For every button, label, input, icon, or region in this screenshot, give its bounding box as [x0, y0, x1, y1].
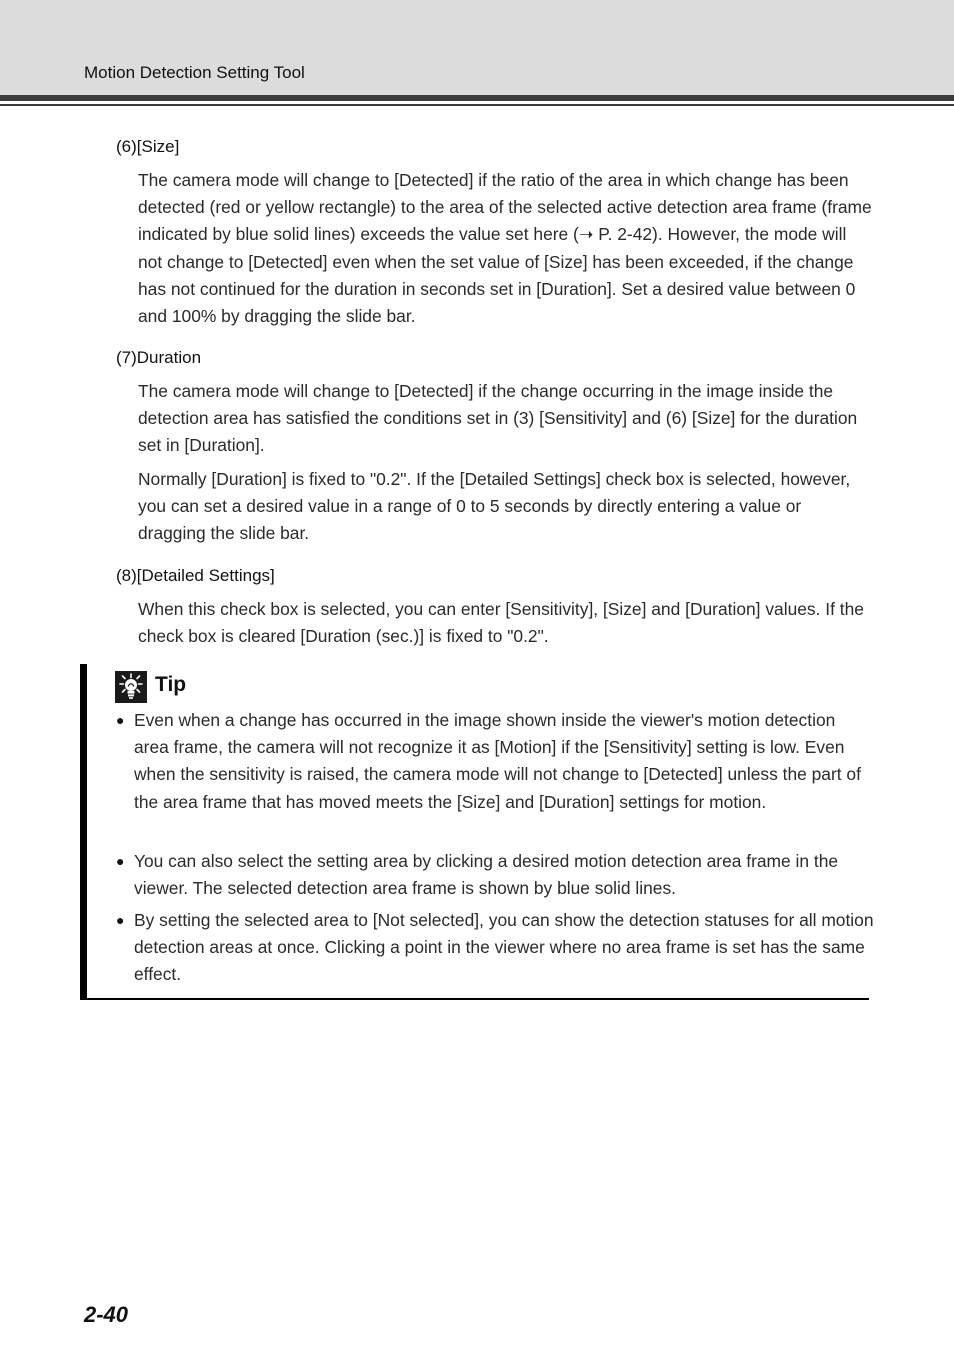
section-duration-paragraph-1: The camera mode will change to [Detected] if the change occurring in the image inside the detection area has satisfied the conditions set in (3) [Sensitivity] and (6) [Size] for the duration set in [Duration]. [138, 381, 858, 456]
tip-bullet-3: ● [116, 912, 125, 928]
section-heading-duration: (7)Duration [116, 348, 202, 367]
tip-title: Tip [155, 673, 187, 696]
section-detailed-settings-paragraph: When this check box is selected, you can enter [Sensitivity], [Size] and [Duration] values. If the check box is cleared [Duration (sec.)] is fixed to "0.2". [138, 599, 864, 647]
tip-item-2: You can also select the setting area by clicking a desired motion detection area frame in the viewer. The selected detection area frame is shown by blue solid lines. [134, 851, 839, 899]
header-rule-thin [0, 104, 954, 106]
section-heading-size: (6)[Size] [116, 137, 180, 156]
tip-bullet-1: ● [116, 712, 125, 728]
tip-lightbulb-icon [115, 671, 147, 703]
section-size-paragraph: The camera mode will change to [Detected] if the ratio of the area in which change has been detected (red or yellow rectangle) to the area of the selected active detection area frame (frame indicated by blue solid lines) exceeds the value set here (➝ P. 2-42). However, the mode will not change to [Detected] even when the set value of [Size] has been exceeded, if the change has not continued for the duration in seconds set in [Duration]. Set a desired value between 0 and 100% by dragging the slide bar. [138, 170, 872, 327]
page-header [0, 0, 954, 95]
section-duration-paragraph-2: Normally [Duration] is fixed to "0.2". If the [Detailed Settings] check box is selected, however, you can set a desired value in a range of 0 to 5 seconds by directly entering a value or dragging the slide bar. [138, 469, 851, 544]
tip-item-1: Even when a change has occurred in the image shown inside the viewer's motion detection area frame, the camera will not recognize it as [Motion] if the [Sensitivity] setting is low. Even when the sensitivity is raised, the camera mode will not change to [Detected] unless the part of the area frame that has moved meets the [Size] and [Duration] settings for motion. [134, 710, 861, 812]
page-number: 2-40 [84, 1302, 129, 1327]
header-title: Motion Detection Setting Tool [84, 63, 305, 82]
tip-bottom-rule [80, 998, 869, 1000]
section-heading-detailed-settings: (8)[Detailed Settings] [116, 566, 275, 585]
tip-left-bar [80, 664, 87, 1000]
tip-bullet-2: ● [116, 853, 125, 869]
tip-item-3: By setting the selected area to [Not selected], you can show the detection statuses for all motion detection areas at once. Clicking a point in the viewer where no area frame is set has the same effect. [134, 910, 874, 985]
header-rule-thick [0, 95, 954, 101]
